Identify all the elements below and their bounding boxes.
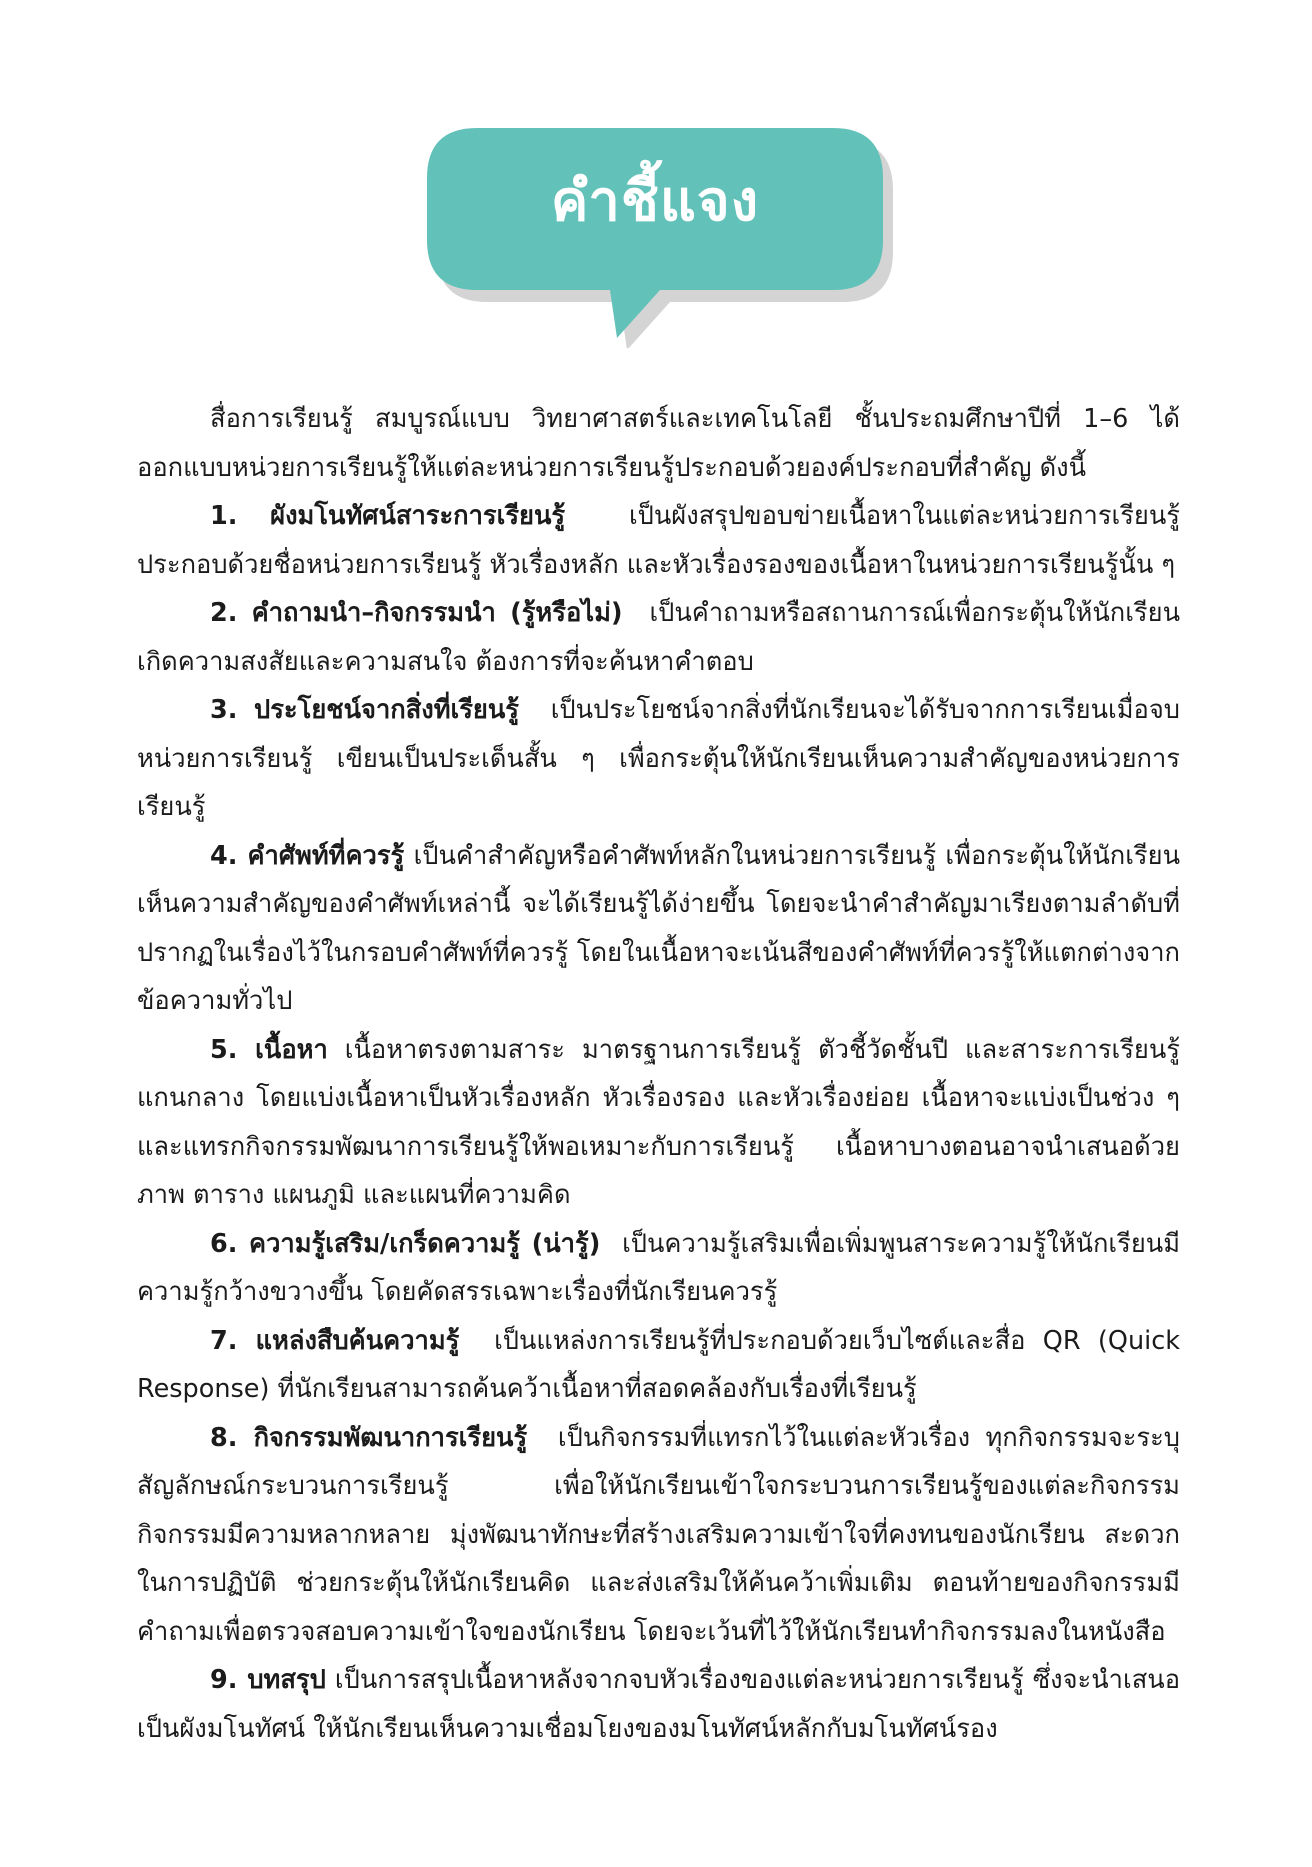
item-text: เป็นกิจกรรมที่แทรกไว้ในแต่ละหัวเรื่อง ทุกกิจกรรมจะระบุสัญลักษณ์กระบวนการเรียนรู้ เพื่อให้นักเรียนเข้าใจกระบวนการเรียนรู้ของแต่ละกิจกรรม กิจกรรมมีความหลากหลาย มุ่งพัฒนาทักษะที่สร้างเสริมความเข้าใจที่คงทนของนักเรียน สะดวกในการปฏิบัติ ช่วยกระตุ้นให้นักเรียนคิด และส่งเสริมให้ค้นคว้าเพิ่มเติม ตอนท้ายของกิจกรรมมีคำถามเพื่อตรวจสอบความเข้าใจของนักเรียน โดยจะเว้นที่ไว้ให้นักเรียนทำกิจกรรมลงในหนังสือ	[137, 1422, 1180, 1647]
list-item	[137, 492, 1180, 589]
item-title: 7. แหล่งสืบค้นความรู้	[210, 1325, 460, 1356]
item-title: 5. เนื้อหา	[210, 1034, 328, 1065]
item-title: 9. บทสรุป	[210, 1665, 326, 1695]
content-body	[137, 395, 1180, 1753]
list-item	[137, 1026, 1180, 1220]
item-title: 3. ประโยชน์จากสิ่งที่เรียนรู้	[210, 695, 520, 725]
item-text: เป็นแหล่งการเรียนรู้ที่ประกอบด้วยเว็บไซต์และสื่อ QR (Quick Response) ที่นักเรียนสามารถค้นคว้าเนื้อหาที่สอดคล้องกับเรื่องที่เรียนรู้	[137, 1325, 1180, 1404]
list-item	[137, 686, 1180, 832]
list-item	[137, 1414, 1180, 1657]
list-item	[137, 832, 1180, 1026]
item-title: 2. คำถามนำ–กิจกรรมนำ (รู้หรือไม่)	[210, 598, 623, 628]
item-text: เป็นความรู้เสริมเพื่อเพิ่มพูนสาระความรู้ให้นักเรียนมีความรู้กว้างขวางขึ้น โดยคัดสรรเฉพาะเรื่องที่นักเรียนควรรู้	[137, 1228, 1181, 1307]
list-item	[137, 1656, 1180, 1753]
item-text: เป็นประโยชน์จากสิ่งที่นักเรียนจะได้รับจากการเรียนเมื่อจบหน่วยการเรียนรู้ เขียนเป็นประเด็นสั้น ๆ เพื่อกระตุ้นให้นักเรียนเห็นความสำคัญของหน่วยการเรียนรู้	[137, 695, 1180, 822]
list-item	[137, 1220, 1180, 1317]
intro-paragraph: สื่อการเรียนรู้ สมบูรณ์แบบ วิทยาศาสตร์และเทคโนโลยี ชั้นประถมศึกษาปีที่ 1–6 ได้ออกแบบหน่วยการเรียนรู้ให้แต่ละหน่วยการเรียนรู้ประกอบด้วยองค์ประกอบที่สำคัญ ดังนี้	[137, 404, 1180, 483]
item-text: เนื้อหาตรงตามสาระ มาตรฐานการเรียนรู้ ตัวชี้วัดชั้นปี และสาระการเรียนรู้แกนกลาง โดยแบ่งเนื้อหาเป็นหัวเรื่องหลัก หัวเรื่องรอง และหัวเรื่องย่อย เนื้อหาจะแบ่งเป็นช่วง ๆ และแทรกกิจกรรมพัฒนาการเรียนรู้ให้พอเหมาะกับการเรียนรู้ เนื้อหาบางตอนอาจนำเสนอด้วยภาพ ตาราง แผนภูมิ และแผนที่ความคิด	[137, 1034, 1180, 1210]
page-title: คำชี้แจง	[550, 169, 760, 234]
item-text: เป็นการสรุปเนื้อหาหลังจากจบหัวเรื่องของแต่ละหน่วยการเรียนรู้ ซึ่งจะนำเสนอเป็นผังมโนทัศน์ ให้นักเรียนเห็นความเชื่อมโยงของมโนทัศน์หลักกับมโนทัศน์รอง	[137, 1665, 1181, 1744]
item-title: 4. คำศัพท์ที่ควรรู้	[210, 840, 405, 871]
item-title: 1. ผังมโนทัศน์สาระการเรียนรู้	[210, 501, 566, 531]
list-item	[137, 1317, 1180, 1414]
item-text: เป็นคำสำคัญหรือคำศัพท์หลักในหน่วยการเรียนรู้ เพื่อกระตุ้นให้นักเรียนเห็นความสำคัญของคำศัพท์เหล่านี้ จะได้เรียนรู้ได้ง่ายขึ้น โดยจะนำคำสำคัญมาเรียงตามลำดับที่ปรากฏในเรื่องไว้ในกรอบคำศัพท์ที่ควรรู้ โดยในเนื้อหาจะเน้นสีของคำศัพท์ที่ควรรู้ให้แตกต่างจากข้อความทั่วไป	[137, 840, 1181, 1016]
title-speech-bubble	[420, 118, 900, 348]
item-text: เป็นคำถามหรือสถานการณ์เพื่อกระตุ้นให้นักเรียนเกิดความสงสัยและความสนใจ ต้องการที่จะค้นหาคำตอบ	[137, 598, 1180, 677]
item-text: เป็นผังสรุปขอบข่ายเนื้อหาในแต่ละหน่วยการเรียนรู้ประกอบด้วยชื่อหน่วยการเรียนรู้ หัวเรื่องหลัก และหัวเรื่องรองของเนื้อหาในหน่วยการเรียนรู้นั้น ๆ	[137, 501, 1180, 580]
item-title: 6. ความรู้เสริม/เกร็ดความรู้ (น่ารู้)	[210, 1228, 601, 1259]
list-item	[137, 589, 1180, 686]
item-title: 8. กิจกรรมพัฒนาการเรียนรู้	[210, 1422, 528, 1453]
